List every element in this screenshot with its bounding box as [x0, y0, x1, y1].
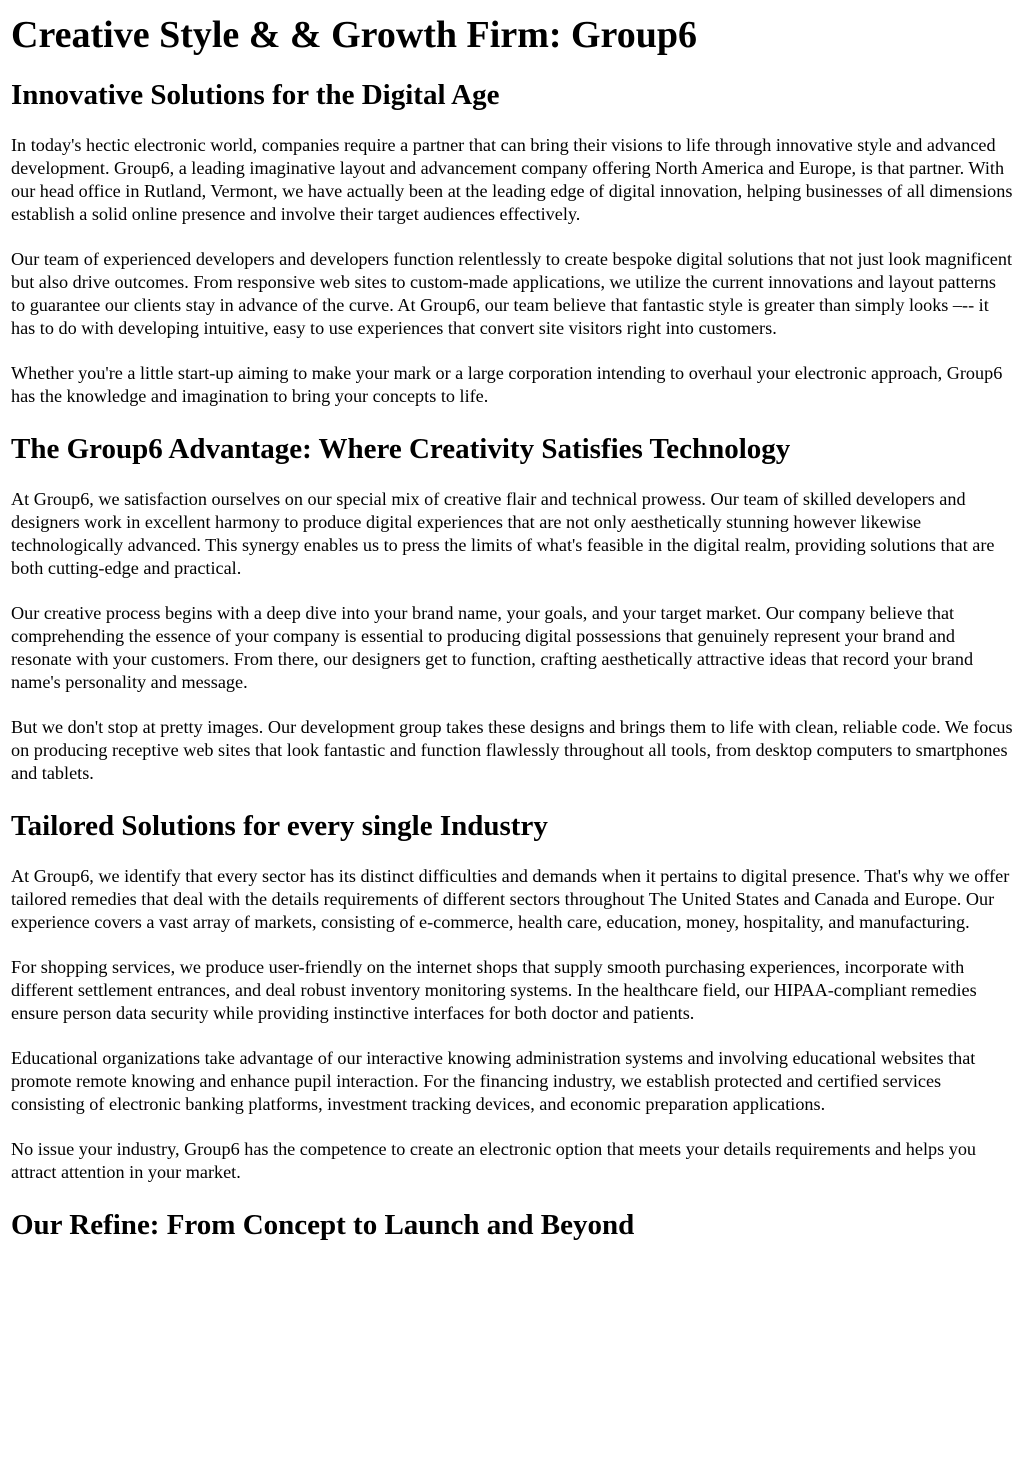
page-title: Creative Style & & Growth Firm: Group6 [11, 14, 698, 56]
paragraph: At Group6, we satisfaction ourselves on our special mix of creative flair and technical prowess. Our team of skilled developers and designers work in excellent harmony to produce digital experiences that are not only aesthetically stunning however likewise technologically advanced. This synergy enables us to press the limits of what's feasible in the digital realm, providing solutions that are both cutting-edge and practical. [11, 489, 995, 578]
paragraph: At Group6, we identify that every sector has its distinct difficulties and demands when it pertains to digital presence. That's why we offer tailored remedies that deal with the details requirements of different sectors throughout The United States and Canada and Europe. Our experience covers a vast array of markets, consisting of e-commerce, health care, education, money, hospitality, and manufacturing. [11, 866, 1010, 932]
section-heading-group6-advantage: The Group6 Advantage: Where Creativity Satisfies Technology [11, 433, 791, 465]
section-heading-tailored-solutions: Tailored Solutions for every single Industry [11, 810, 548, 842]
paragraph: But we don't stop at pretty images. Our development group takes these designs and brings them to life with clean, reliable code. We focus on producing receptive web sites that look fantastic and function flawlessly throughout all tools, from desktop computers to smartphones and tablets. [11, 717, 1013, 783]
paragraph: In today's hectic electronic world, companies require a partner that can bring their visions to life through innovative style and advanced development. Group6, a leading imaginative layout and advancement company offering North America and Europe, is that partner. With our head office in Rutland, Vermont, we have actually been at the leading edge of digital innovation, helping businesses of all dimensions establish a solid online presence and involve their target audiences effectively. [11, 135, 1013, 224]
section-heading-innovative-solutions: Innovative Solutions for the Digital Age [11, 79, 500, 111]
section-heading-our-refine: Our Refine: From Concept to Launch and Beyond [11, 1209, 635, 1241]
paragraph: No issue your industry, Group6 has the competence to create an electronic option that meets your details requirements and helps you attract attention in your market. [11, 1139, 977, 1182]
paragraph: Our creative process begins with a deep dive into your brand name, your goals, and your target market. Our company believe that comprehending the essence of your company is essential to producing digital possessions that genuinely represent your brand and resonate with your customers. From there, our designers get to function, crafting aesthetically attractive ideas that record your brand name's personality and message. [11, 603, 974, 692]
paragraph: Educational organizations take advantage of our interactive knowing administration systems and involving educational websites that promote remote knowing and enhance pupil interaction. For the financing industry, we establish protected and certified services consisting of electronic banking platforms, investment tracking devices, and economic preparation applications. [11, 1048, 976, 1114]
paragraph: Whether you're a little start-up aiming to make your mark or a large corporation intending to overhaul your electronic approach, Group6 has the knowledge and imagination to bring your concepts to life. [11, 363, 1003, 406]
paragraph: Our team of experienced developers and developers function relentlessly to create bespoke digital solutions that not just look magnificent but also drive outcomes. From responsive web sites to custom-made applications, we utilize the current innovations and layout patterns to guarantee our clients stay in advance of the curve. At Group6, our team believe that fantastic style is greater than simply looks –-- it has to do with developing intuitive, easy to use experiences that convert site visitors right into customers. [11, 249, 1013, 338]
paragraph: For shopping services, we produce user-friendly on the internet shops that supply smooth purchasing experiences, incorporate with different settlement entrances, and deal robust inventory monitoring systems. In the healthcare field, our HIPAA-compliant remedies ensure person data security while providing instinctive interfaces for both doctor and patients. [11, 957, 977, 1023]
